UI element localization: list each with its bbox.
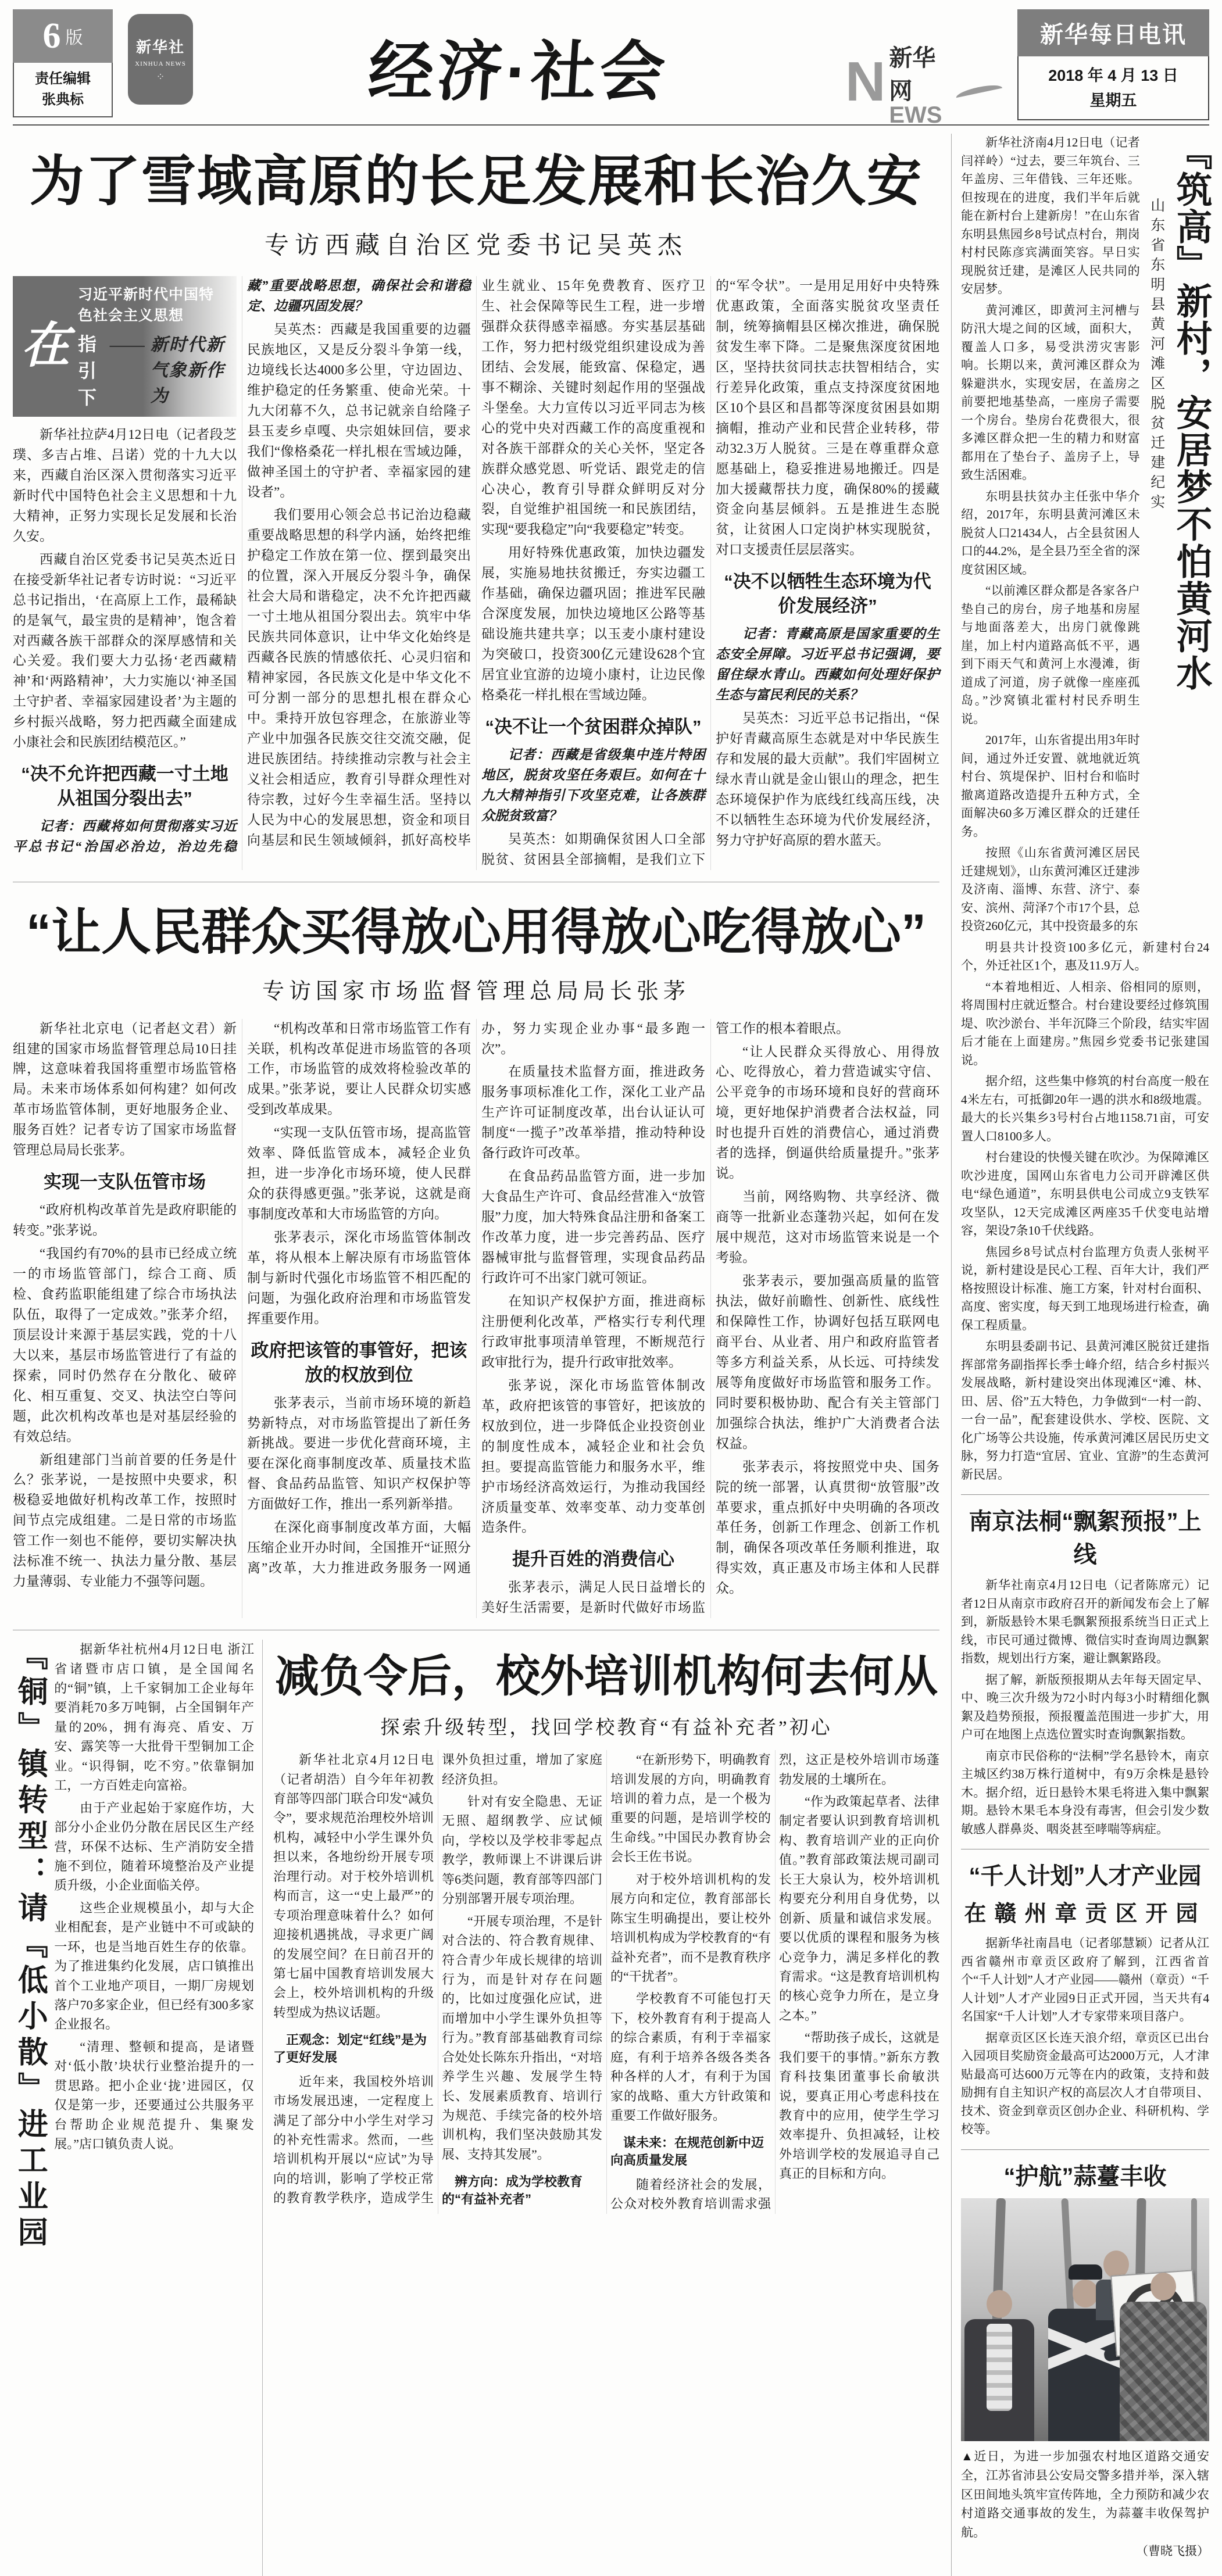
article-paragraph: “我国约有70%的县市已经成立统一的市场监管部门，综合工商、质检、食药监职能组建了综合市场执法队伍，取得了一定成效。”张茅介绍，顶层设计来源于基层实践，党的十八大以来，基层市场监管进行了有益的探索，同时仍然存在分散化、破碎化、相互重复、交叉、执法空白等问题，此次机构改革也是对基层经验的有效总结。 [13,1246,237,1444]
banner-big-character: 在 [21,319,70,374]
interview-question: 记者：青藏高原是国家重要的生态安全屏障。习近平总书记强调，要留住绿水青山。西藏如何处理好保护生态与富民利民的关系？ [716,627,939,702]
article-subhead: “决不以牺牲生态环境为代价发展经济” [724,571,931,617]
paper-name: 新华每日电讯 [1017,9,1209,56]
interview-question: 记者：西藏是省级集中连片特困地区，脱贫攻坚任务艰巨。如何在十九大精神指引下攻坚克难，让各族群众脱贫致富？ [481,747,705,823]
person-body [1048,2309,1123,2441]
article-subhead: 辨方向：成为学校教育的“有益补充者” [442,2174,583,2207]
article-paragraph: 据介绍，这些集中修筑的村台高度一般在4米左右，可抵御20年一遇的洪水和8级地震。最大的长兴集乡3号村台占地1158.71亩，可安置人口8100多人。 [961,1074,1209,1143]
villager-left [964,2290,1034,2441]
banner-dash: —— [109,335,145,355]
article-paragraph: 南京市民俗称的“法桐”学名悬铃木，南京主城区约38万株行道树中，有9万余株是悬铃木。据介绍，近日悬铃木果毛将进入集中飘絮期。悬铃木果毛本身没有毒害，但会引发少数敏感人群鼻炎、咽炎甚至哮喘等病症。 [961,1748,1209,1836]
article-subhead: 政府把该管的事管好，把该放的权放到位 [251,1340,467,1385]
article-subhead: 正观念：划定“红线”是为了更好发展 [273,2033,427,2065]
xinhuanet-news-logo [845,40,1002,128]
article-tibet-interview [13,137,939,870]
article-paragraph: “实现一支队伍管市场，提高监管效率、降低监管成本，减轻企业负担，进一步净化市场环境，使人民群众的获得感更强。”张茅说，这就是商事制度改革和大市场监管的方向。 [247,1125,471,1222]
news-logo-cn: 新华网 [889,45,936,104]
article-text [961,1576,1209,1838]
banner-line2-text: 指引下 [78,334,97,408]
article-paragraph: 近年来，我国校外培训市场发展迅速，一定程度上满足了部分中小学生对学习的补充性需求。然而，一些培训机构开展以“应试”为导向的培训，影响了学校正常的教育教学秩序，造成学生课外负担过重，增加了家庭经济负担。 [273,1752,602,2206]
paper-title-box [1017,9,1209,120]
article-paragraph: “在新形势下，明确教育培训发展的方向，明确教育培训的着力点，是一个极为重要的问题，是培训学校的生命线。”中国民办教育协会会长王佐书说。 [610,1752,771,1865]
photo-caption [961,2447,1209,2561]
article-paragraph: “帮助孩子成长，这就是我们要干的事情。”新东方教育科技集团董事长俞敏洪说，要真正用心考虑科技在教育中的应用，使学生学习效率提升、负担减轻，让校外培训学校的发展追寻自己真正的目标和方向。 [779,2030,939,2181]
article-headline-line2: 在赣州章贡区开园 [964,1902,1206,1926]
article-body-columns [13,1019,939,1619]
paper-date: 2018 年 4 月 13 日 [1048,67,1178,84]
camouflage-body [1120,2302,1207,2441]
article-subtitle: 探索升级转型，找回学校教育“有益补充者”初心 [380,1718,832,1739]
article-paragraph: 当前，网络购物、共享经济、微商等一批新业态蓬勃兴起，如何在发展中规范，这对市场监管来说是一个考验。 [716,1189,939,1265]
news-photo [961,2198,1209,2441]
banner-script-slogan: 新时代新气象新作为 [150,335,225,406]
article-paragraph: 东明县委副书记、县黄河滩区脱贫迁建指挥部常务副指挥长季士峰介绍，结合乡村振兴发展战略，新村建设突出体现滩区“滩、林、田、居、俗”五大特色，力争做到“一村一韵、一台一品”，配套建设供水、学校、医院、文化广场等公共设施，传承黄河滩区居民历史文脉，努力打造“宜居、宜业、宜游”的生态黄河新民居。 [961,1339,1209,1482]
page-content [13,134,1209,2576]
article-paragraph: 新华社南京4月12日电（记者陈席元）记者12日从南京市政府召开的新闻发布会上了解到，新版悬铃木果毛飘絮预报系统当日正式上线，市民可通过微博、微信实时查询周边飘絮指数，规划出行方案，避让飘絮路段。 [961,1578,1209,1665]
paper-date-box [1017,56,1209,120]
article-paragraph: 张茅表示，满足人民日益增长的美好生活需要，是新时代做好市场监管工作的根本着眼点。 [481,1021,849,1615]
article-paragraph: 据新华社南昌电（记者邬慧颖）记者从江西省赣州市章贡区政府了解到，江西省首个“千人计划”人才产业园——赣州（章贡）“千人计划”人才产业园9日正式开园，当天共有4名国家“千人计划”人才专家带来项目落户。 [961,1936,1209,2023]
article-paragraph: 吴英杰：如期确保贫困人口全部脱贫、贫困县全部摘帽，是我们立下的“军令状”。一是用足用好中央特殊优惠政策，全面落实脱贫攻坚责任制，统筹摘帽县区梯次推进，确保脱贫发生率下降。二是聚焦深度贫困地区，坚持扶贫同扶志扶智相结合，实行差异化政策，重点支持深度贫困地区10个县区和昌都等深度贫困县如期摘帽，推动产业和民营企业转移，带动32.3万人脱贫。三是在尊重群众意愿基础上，稳妥推进易地搬迁。四是加大援藏帮扶力度，确保80%的援藏资金向基层倾斜。五是推进生态脱贫，让贫困人口定岗护林实现脱贫，对口支援责任层层落实。 [481,278,939,867]
right-rail [951,134,1209,2576]
editor-box [13,63,113,117]
article-paragraph: 张茅表示，当前市场环境的新趋势新特点，对市场监管提出了新任务新挑战。要进一步优化营商环境，主要在深化商事制度改革、质量技术监督、食品药品监管、知识产权保护等方面做好工作，推出一系列新举措。 [247,1395,471,1512]
article-subhead: 提升百姓的消费信心 [512,1549,674,1570]
article-paragraph: “本着地相近、人相亲、俗相同的原则，将周围村庄就近整合。村台建设要经过修筑围堤、吹沙淤台、半年沉降三个阶段，结实牢固后才能在上面建房。”焦园乡党委书记张建国说。 [961,979,1209,1067]
article-paragraph: 新组建部门当前首要的任务是什么？张茅说，一是按照中央要求，积极稳妥地做好机构改革工作，按照时间节点完成组建。二是日常的市场监管工作一刻也不能停，要切实解决执法标准不统一、执法力量分散、基层力量薄弱、专业能力不强等问题。 [13,1452,237,1589]
article-paragraph: 新华社北京电（记者赵文君）新组建的国家市场监督管理总局10日挂牌，这意味着我国将重塑市场监管格局。未来市场体系如何构建？如何改革市场监管体制，更好地服务企业、服务百姓？记者专访了国家市场监督管理总局局长张茅。 [13,1021,237,1158]
article-headline-line1: “千人计划”人才产业园 [969,1863,1202,1889]
article-paragraph: 吴英杰：西藏是我国重要的边疆民族地区，又是反分裂斗争第一线，边境线长达4000多公里，守边固边、维护稳定的任务繁重、使命光荣。十九大闭幕不久，总书记就亲自给隆子县玉麦乡卓嘎、央宗姐妹回信，要求我们“像格桑花一样扎根在雪域边陲，做神圣国土的守护者、幸福家园的建设者”。 [247,321,471,499]
article-paragraph: “开展专项治理，不是针对合法的、符合教育规律、符合青少年成长规律的培训行为，而是针对存在问题的，比如过度强化应试，进而增加中小学生课外负担等行为。”教育部基础教育司综合处处长陈东升指出，“对培养学生兴趣、发展学生特长、发展素质教育、培训行为规范、手续完备的校外培训机构，我们坚决鼓励其发展、支持其发展”。 [442,1913,602,2162]
article-paragraph: 据章贡区区长连天浪介绍，章贡区已出台入园项目奖励资金最高可达2000万元，人才津贴最高可达600万元等在内的政策，支持和鼓励拥有自主知识产权的高层次人才自带项目、技术、资金到章贡区创办企业、科研机构、学校等。 [961,2030,1209,2136]
article-top-row [961,134,1209,939]
article-body-columns [13,276,939,870]
article-subtitle: 专访国家市场监督管理总局局长张茅 [262,979,690,1004]
article-paragraph: “机构改革和日常市场监管工作有关联，机构改革促进市场监管的各项工作，市场监管的成效将检验改革的成果。”张茅说，要让人民群众切实感受到改革成果。 [247,1021,471,1117]
article-headline: “让人民群众买得放心用得放心吃得放心” [26,904,926,960]
edition-ban-label: 版 [65,28,83,48]
article-market-regulation-interview [13,892,939,1619]
article-copper-town [13,1640,263,2576]
article-paragraph: 新华社拉萨4月12日电（记者段芝璞、多吉占堆、吕诺）党的十九大以来，西藏自治区深入贯彻落实习近平新时代中国特色社会主义思想和十九大精神，正努力实现长足发展和长治久安。 [13,427,237,543]
article-nanjing-catkin-forecast [961,1503,1209,1838]
article-paragraph: 焦园乡8号试点村台监理方负责人张树平说，新村建设是民心工程、百年大计，我们严格按照设计标准、施工方案，针对村台面积、高度、密实度，每天到工地现场进行检查，确保工程质量。 [961,1244,1209,1332]
header-rule [13,124,1209,126]
article-paragraph: 针对有安全隐患、无证无照、超纲教学、应试倾向，学校以及学校非零起点教学，教师课上不讲课后讲等6类问题，教育部等四部门分别部署开展专项治理。 [442,1794,602,1906]
article-paragraph: 随着经济社会的发展，公众对校外教育培训需求强烈，这正是校外培训市场蓬勃发展的土壤所在。 [610,1752,939,2212]
article-talent-park [961,1858,1209,2139]
article-paragraph: “以前滩区群众都是各家各户垫自己的房台，房子地基和房屋与地面落差大，出房门就像跳崖，加上村内道路高低不平，遇到下雨天气和黄河上水漫滩，街道成了河道，房子就像一座座孤岛。”沙窝镇北霍村村民乔明生说。 [961,584,1140,726]
network-dots-icon: ⁘ [156,71,165,83]
news-logo-n: N [845,50,886,113]
article-paragraph: 西藏自治区党委书记吴英杰近日在接受新华社记者专访时说：“习近平总书记指出，‘在高原上工作，最稀缺的是氧气，最宝贵的是精神’，饱含着对西藏各族干部群众的深厚感情和关心关爱。我们要大力弘扬‘老西藏精神’和‘两路精神’，大力实施以‘神圣国土守护者、幸福家园建设者’为主题的乡村振兴战略，努力把西藏全面建成小康社会和民族团结模范区。” [13,552,237,750]
edition-number-value: 6 [42,16,61,56]
article-paragraph: 张茅表示，要加强高质量的监管执法，做好前瞻性、创新性、底线性和保障性工作，协调好包括互联网电商平台、从业者、用户和政府监管者等多方利益关系，从长远、可持续发展等角度做好市场监管和服务工作。同时要积极协助、配合有关主管部门加强综合执法，维护广大消费者合法权益。 [716,1273,939,1451]
banner-lines [78,283,228,410]
article-paragraph: 在食品药品监管方面，进一步加大食品生产许可、食品经营准入“放管服”力度，加大特殊食品注册和备案工作改革力度，进一步完善药品、医疗器械审批与监督管理，实现食品药品行政许可不出家门就可领证。 [481,1169,705,1286]
article-paragraph: 张茅表示，将按照党中央、国务院的统一部署，认真贯彻“放管服”改革要求，重点抓好中央明确的各项改革任务，创新工作理念、创新工作机制，确保各项改革任务顺利推进，取得实效，真正惠及市场主体和人民群众。 [716,1459,939,1596]
article-paragraph: 在质量技术监督方面，推进政务服务事项标准化工作，深化工业产品生产许可证制度改革，出台认证认可制度“一揽子”改革举措，推动特种设备行政许可改革。 [481,1064,705,1161]
article-tutoring-institutions [273,1640,939,2576]
article-paragraph: 我们要用心领会总书记治边稳藏重要战略思想的科学内涵，始终把维护稳定工作放在第一位、摆到最突出的位置，深入开展反分裂斗争，确保社会大局和谐稳定，决不允许把西藏一寸土地从祖国分裂出去。筑牢中华民族共同体意识，让中华文化始终是西藏各民族的情感依托、心灵归宿和精神家园，各民族文化是中华文化不可分割一部分的思想扎根在群众心中。秉持开放包容理念，在旅游业等产业中加强各民族交往交流交融，促进民族团结。持续推动宗教与社会主义社会相适应，教育引导群众理性对待宗教，过好今生幸福生活。坚持以人民为中心的发展思想，资金和项目向基层和民生领域倾斜，抓好高校毕业生就业、15年免费教育、医疗卫生、社会保障等民生工程，进一步增强群众获得感幸福感。夯实基层基础工作，努力把村级党组织建设成为善团结、会发展，能致富、保稳定，遇事不糊涂、关键时刻起作用的坚强战斗堡垒。大力宣传以习近平同志为核心的党中央对西藏工作的高度重视和对各族干部群众的关心关怀，坚定各族群众感党恩、听党话、跟党走的信心决心，教育引导群众鲜明反对分裂，自觉维护祖国统一和民族团结，实现“要我稳定”向“我要稳定”转变。 [247,278,705,847]
article-subtitle: 专访西藏自治区党委书记吴英杰 [264,232,688,259]
article-paragraph: 用好特殊优惠政策，加快边疆发展，实施易地扶贫搬迁，夯实边疆工作基础，确保边疆巩固；推进军民融合深度发展，加快边境地区公路等基础设施共建共享；以玉麦小康村建设为突破口，投资300亿元建设628个宜居宜业宜游的边境小康村，让边民像格桑花一样扎根在雪域边陲。 [481,545,705,703]
article-headline: 减负令后，校外培训机构何去何从 [275,1652,938,1702]
article-paragraph: 新华社济南4月12日电（记者闫祥岭）“过去，要三年筑台、三年盖房、三年借钱、三年还账。但按现在的进度，我们半年后就能在新村台上建新房！”在山东省东明县焦园乡8号试点村台，荆岗村村民陈彦宾满面笑容。早日实现脱贫迁建，是滩区人民共同的安居梦。 [961,135,1140,296]
editor-name: 张典标 [42,92,84,108]
theme-banner-box [13,276,237,417]
article-paragraph: 这些企业规模虽小，却与大企业相配套，是产业链中不可或缺的一环，也是当地百姓生存的依靠。为了推进集约化发展，店口镇推出首个工业地产项目，一期厂房规划落户70多家企业，但已经有300多家企业报名。 [54,1900,254,2032]
news-logo-ews: EWS [889,102,942,128]
section-masthead: 经济·社会 [366,35,671,108]
person-head [1150,2273,1176,2300]
person-head [1073,2280,1098,2307]
photo-story-headline: “护航”蒜薹丰收 [1003,2163,1167,2189]
article-paragraph: 在知识产权保护方面，推进商标注册便利化改革，严格实行专利代理行政审批事项清单管理，不断规范行政审批行为，提升行政审批效率。 [481,1293,705,1369]
edition-box [13,9,113,117]
article-paragraph: 据了解，新版预报期从去年每天固定早、中、晚三次升级为72小时内每3小时精细化飘絮及趋势预报，预报覆盖范围进一步扩大，用户可在地图上点选位置实时查询飘絮指数。 [961,1672,1209,1741]
banner-line2 [78,330,228,410]
article-paragraph: 按照《山东省黄河滩区居民迁建规划》，山东黄河滩区迁建涉及济南、淄博、东营、济宁、泰安、滨州、菏泽7个市17个县，总投资260亿元，其中投资最多的东 [961,846,1140,933]
article-paragraph: 村台建设的快慢关键在吹沙。为保障滩区吹沙进度，国网山东省电力公司开辟滩区供电“绿色通道”，东明县供电公司成立9支铁军攻坚队，12天完成滩区两座35千伏变电站增容，架设7条10千伏线路。 [961,1150,1209,1237]
article-subhead: “决不允许把西藏一寸土地从祖国分裂出去” [21,764,228,809]
article-subhead: 谋未来：在规范创新中迈向高质量发展 [610,2135,764,2168]
article-text [961,134,1140,939]
photo-credit: （曹晓飞摄） [1136,2544,1209,2559]
person-head [987,2290,1012,2318]
article-body-columns [273,1750,939,2214]
article-paragraph: 由于产业起始于家庭作坊，大部分小企业仍分散在居民区生产经营，环保不达标、生产消防安全措施不到位，随着环境整治及产业提质升级，小企业面临关停。 [54,1800,254,1893]
article-paragraph: 学校教育不可能包打天下，校外教育有利于提高人的综合素质，有利于幸福家庭，有利于培养各级各类各种各样的人才，有利于为国家的战略、重大方针政策和重要工作做好服务。 [610,1991,771,2123]
article-headline: 为了雪域高原的长足发展和长治久安 [29,151,923,212]
rail-divider [961,2149,1209,2150]
caption-text: 近日，为进一步加强农村地区道路交通安全，江苏省沛县公安局交警多措并举，深入辖区田间地头筑牢宣传阵地，全力预防和减少农村道路交通事故的发生，为蒜薹丰收保驾护航。 [961,2449,1209,2539]
article-text [961,1934,1209,2139]
article-text [54,1640,254,2576]
page-header [13,9,1209,128]
person-body [964,2319,1034,2441]
rail-divider [961,1494,1209,1495]
article-subhead: “决不让一个贫困群众掉队” [485,717,702,738]
news-logo-stack [889,40,952,128]
article-paragraph: 明县共计投资100多亿元，新建村台24个，外迁社区1个，惠及11.9万人。 [961,940,1209,972]
swoosh-icon [955,83,1002,98]
article-yellow-river-resettlement [961,134,1209,1484]
article-paragraph: 吴英杰：习近平总书记指出，“保护好青藏高原生态就是对中华民族生存和发展的最大贡献”。我们牢固树立绿水青山就是金山银山的理念，把生态环境保护作为底线红线高压线，决不以牺牲生态环境为代价发展经济，努力守护好高原的碧水蓝天。 [716,710,939,847]
caption-triangle-icon: ▲ [961,2449,974,2463]
xinhua-logo-en: XINHUA NEWS [135,60,186,67]
article-paragraph: “作为政策起草者、法律制定者要认识到教育培训机构、教育培训产业的正向价值。”教育部政策法规司副司长王大泉认为，校外培训机构要充分利用自身优势，以创新、质量和诚信求发展。要以优质的课程和服务为核心竞争力，满足多样化的教育需求。“这是教育培训机构的核心竞争力所在，是立身之本。” [779,1794,939,2023]
article-paragraph: 张茅说，深化市场监管体制改革，政府把该管的事管好，把该放的权放到位，进一步降低企业投资创业的制度性成本，减轻企业和社会负担。要提高监管能力和服务水平，维护市场经济高效运行，为推动我国经济质量变革、效率变革、动力变革创造条件。 [481,1378,705,1535]
article-paragraph: 黄河滩区，即黄河主河槽与防汛大堤之间的区域，面积大，覆盖人口多，易受洪涝灾害影响。长期以来，黄河滩区群众为躲避洪水，实现安居，在盖房之前要把地基垫高，一座房子需要一个房台。垫房台花费很大，很多滩区群众把一生的精力和财富都用在了垫台子、盖房子上，导致生活困难。 [961,303,1140,482]
article-headline: 南京法桐“飘絮预报”上线 [969,1509,1202,1568]
article-paragraph: 新华社北京4月12日电（记者胡浩）自今年年初教育部等四部门联合印发“减负令”，要求规范治理校外培训机构，减轻中小学生课外负担以来，各地纷纷开展专项治理行动。对于校外培训机构而言，这一“史上最严”的专项治理意味着什么？如何迎接机遇挑战，寻求更广阔的发展空间？在日前召开的第七届中国教育培训发展大会上，校外培训机构的升级转型成为热议话题。 [273,1752,434,2020]
article-paragraph: 在深化商事制度改革方面，大幅压缩企业开办时间，全国推开“证照分离”改革，大力推进政务服务一网通办，努力实现企业办事“最多跑一次”。 [247,1021,705,1576]
article-paragraph: “清理、整顿和提高，是诸暨对‘低小散’块状行业整治提升的一贯思路。把小企业‘拢’进园区，仅仅是第一步，还要通过公共服务平台帮助企业规范提升、集聚发展。”店口镇负责人说。 [54,2039,254,2152]
edition-number [13,9,113,63]
xinhua-logo-cn: 新华社 [135,39,185,56]
photo-story-garlic-harvest [961,2158,1209,2561]
article-text-continued [961,939,1209,1484]
article-paragraph: 据新华社杭州4月12日电 浙江省诸暨市店口镇，是全国闻名的“铜”镇，上千家铜加工企业每年要消耗70多万吨铜，占全国铜年产量的20%，拥有海亮、盾安、万安、露笑等一大批骨干型铜加工企业。“识得铜，吃不穷。”依靠铜加工，一方百姓走向富裕。 [54,1642,254,1793]
article-paragraph: 张茅表示，深化市场监管体制改革，将从根本上解决原有市场监管体制与新时代强化市场监管不相匹配的问题，为强化政府治理和市场监管发挥重要作用。 [247,1230,471,1326]
paper-weekday: 星期五 [1089,92,1137,110]
banner-line1: 习近平新时代中国特色社会主义思想 [78,287,215,324]
interview-question: 记者：西藏将如何贯彻落实习近平总书记“治国必治边，治边先稳藏”重要战略思想，确保社会和谐稳定、边疆巩固发展？ [13,278,471,854]
article-vertical-kicker: 山东省东明县黄河滩区脱贫迁建纪实 [1148,198,1164,514]
article-subhead: 实现一支队伍管市场 [44,1172,206,1193]
article-paragraph: “让人民群众买得放心、用得放心、吃得放心，着力营造诚实守信、公平竞争的市场环境和良好的营商环境，更好地保护消费者合法权益，同时也提升百姓的消费信心，通过消费者的选择，倒逼供给质量提升。”张茅说。 [716,1044,939,1181]
article-paragraph: 东明县扶贫办主任张中华介绍，2017年，东明县黄河滩区未脱贫人口21434人，占全县贫困人口的44.2%，是全县乃至全省的深度贫困区域。 [961,489,1140,577]
article-paragraph: “政府机构改革首先是政府职能的转变。”张茅说。 [13,1203,237,1238]
xinhua-agency-logo [128,14,193,105]
editor-label: 责任编辑 [35,71,91,87]
article-paragraph: 2017年，山东省提出用3年时间，通过外迁安置、就地就近筑村台、筑堤保护、旧村台和临时撤离道路改造提升五种方式，全面解决60多万滩区群众的迁建任务。 [961,733,1140,839]
bottom-band [13,1640,939,2576]
striped-shirt [987,2324,1012,2411]
article-vertical-headline: 『铜』镇转型：请『低小散』进工业园 [13,1640,47,2253]
main-column [13,134,939,2576]
article-vertical-headline: 『筑高』新村，安居梦不怕黄河水 [1171,134,1211,692]
soldier-right [1120,2273,1207,2441]
article-paragraph: 对于校外培训机构的发展方向和定位，教育部部长陈宝生明确提出，要让校外培训机构成为学校教育的“有益补充者”，而不是教育秩序的“干扰者”。 [610,1872,771,1984]
